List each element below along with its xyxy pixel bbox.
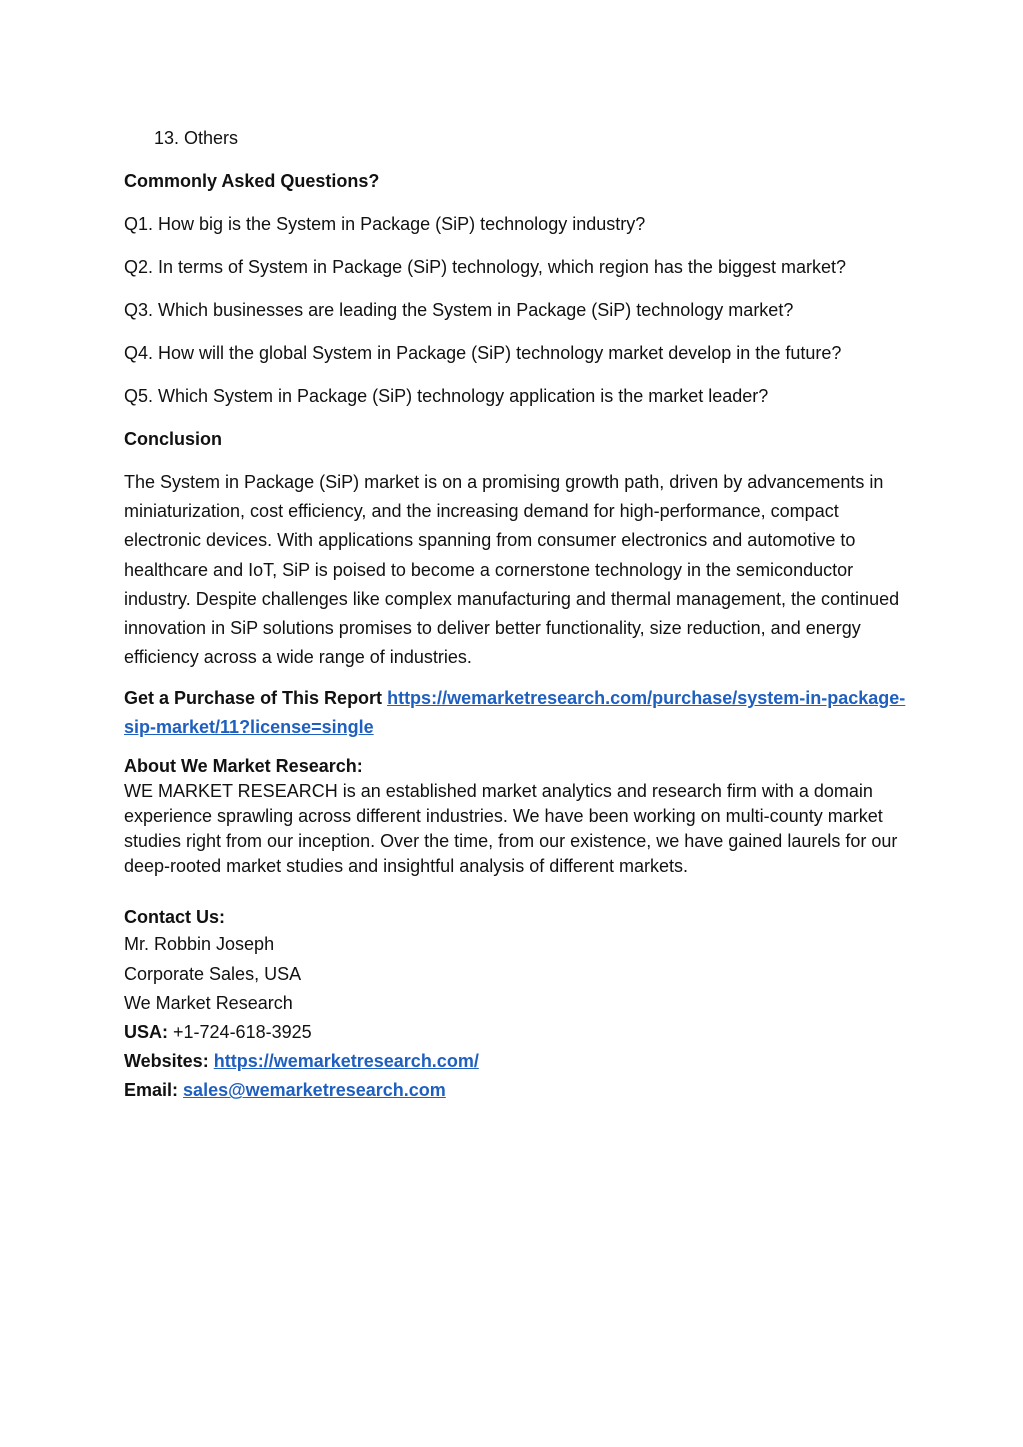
purchase-line [124,684,914,742]
contact-email-line [124,1076,914,1105]
website-label: Websites: [124,1051,209,1072]
phone-number: +1-724-618-3925 [173,1022,312,1043]
contact-website-line [124,1047,914,1076]
faq-heading: Commonly Asked Questions? [124,171,380,191]
document-page [124,124,914,1106]
contact-name: Mr. Robbin Joseph [124,934,275,955]
contact-role: Corporate Sales, USA [124,963,302,984]
contact-company: We Market Research [124,992,293,1013]
faq-question-1: Q1. How big is the System in Package (SiP) technology industry? [124,214,646,234]
conclusion-heading: Conclusion [124,429,222,449]
email-label: Email: [124,1080,179,1101]
website-link[interactable]: https://wemarketresearch.com/ [213,1051,479,1072]
faq-question-3: Q3. Which businesses are leading the System in Package (SiP) technology market? [124,300,794,320]
list-item-others: 13. Others [154,128,239,148]
conclusion-paragraph: The System in Package (SiP) market is on a promising growth path, driven by advancements in miniaturization, cost efficiency, and the increasing demand for high-performance, compact electronic devices. With applications spanning from consumer electronics and automotive to healthcare and IoT, SiP is poised to become a cornerstone technology in the semiconductor industry. Despite challenges like complex manufacturing and thermal management, the continued innovation in SiP solutions promises to deliver better functionality, size reduction, and energy efficiency across a wide range of industries. [124,472,900,668]
phone-label: USA: [124,1022,168,1043]
faq-question-5: Q5. Which System in Package (SiP) technology application is the market leader? [124,386,769,406]
purchase-link[interactable]: https://wemarketresearch.com/purchase/system-in-package-sip-market/11?license=single [124,688,906,738]
contact-heading: Contact Us: [124,907,226,928]
email-link[interactable]: sales@wemarketresearch.com [183,1080,446,1101]
faq-question-2: Q2. In terms of System in Package (SiP) technology, which region has the biggest market? [124,257,847,277]
purchase-label: Get a Purchase of This Report [124,688,383,709]
about-paragraph: WE MARKET RESEARCH is an established market analytics and research firm with a domain experience sprawling across different industries. We have been working on multi-county market studies right from our inception. Over the time, from our existence, we have gained laurels for our deep-rooted market studies and insightful analysis of different markets. [124,781,898,877]
contact-phone-line [124,1018,914,1047]
about-heading: About We Market Research: [124,756,363,777]
faq-question-4: Q4. How will the global System in Package (SiP) technology market develop in the future? [124,343,842,363]
